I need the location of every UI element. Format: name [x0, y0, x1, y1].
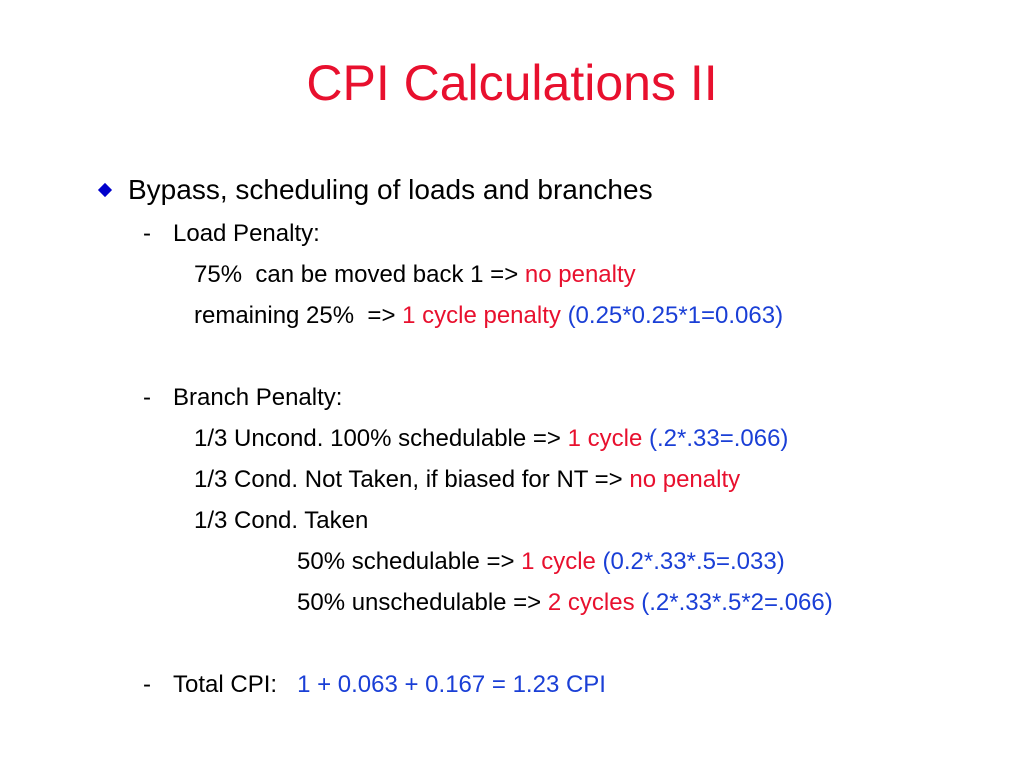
load-line-1-highlight: no penalty	[524, 261, 636, 288]
load-penalty-label: Load Penalty:	[173, 220, 320, 247]
branch-uncond-line	[194, 424, 788, 454]
branch-unschedulable-line	[297, 588, 833, 618]
load-line-1-text: 75% can be moved back 1 =>	[194, 261, 525, 288]
branch-unschedulable-highlight: 2 cycles	[547, 589, 635, 616]
branch-not-taken-line	[194, 465, 740, 495]
branch-not-taken-highlight: no penalty	[629, 466, 741, 493]
branch-taken-line: 1/3 Cond. Taken	[194, 507, 369, 534]
branch-uncond-calc: (.2*.33=.066)	[648, 425, 789, 452]
branch-schedulable-text: 50% schedulable =>	[297, 548, 522, 575]
load-line-2	[194, 301, 783, 331]
branch-penalty-heading	[143, 383, 342, 413]
branch-not-taken-text: 1/3 Cond. Not Taken, if biased for NT =>	[194, 466, 630, 493]
branch-schedulable-line	[297, 547, 785, 577]
total-cpi-value: 1 + 0.063 + 0.167 = 1.23 CPI	[297, 671, 606, 698]
main-bullet	[96, 172, 653, 208]
total-cpi-label: Total CPI:	[173, 671, 278, 698]
diamond-bullet-icon	[98, 183, 112, 197]
branch-schedulable-calc: (0.2*.33*.5=.033)	[602, 548, 785, 575]
dash-marker: -	[143, 671, 151, 698]
load-line-2-text: remaining 25% =>	[194, 302, 403, 329]
load-line-2-highlight: 1 cycle penalty	[402, 302, 561, 329]
branch-penalty-label: Branch Penalty:	[173, 384, 343, 411]
load-penalty-heading	[143, 219, 320, 249]
slide-title: CPI Calculations II	[306, 55, 718, 111]
branch-schedulable-highlight: 1 cycle	[521, 548, 596, 575]
branch-uncond-text: 1/3 Uncond. 100% schedulable =>	[194, 425, 568, 452]
main-bullet-text: Bypass, scheduling of loads and branches	[128, 174, 653, 205]
dash-marker: -	[143, 220, 151, 247]
load-line-1	[194, 260, 636, 290]
load-line-2-calc: (0.25*0.25*1=0.063)	[567, 302, 784, 329]
dash-marker: -	[143, 384, 151, 411]
branch-unschedulable-text: 50% unschedulable =>	[297, 589, 548, 616]
branch-unschedulable-calc: (.2*.33*.5*2=.066)	[641, 589, 833, 616]
branch-uncond-highlight: 1 cycle	[567, 425, 643, 452]
total-cpi-line	[143, 670, 606, 700]
